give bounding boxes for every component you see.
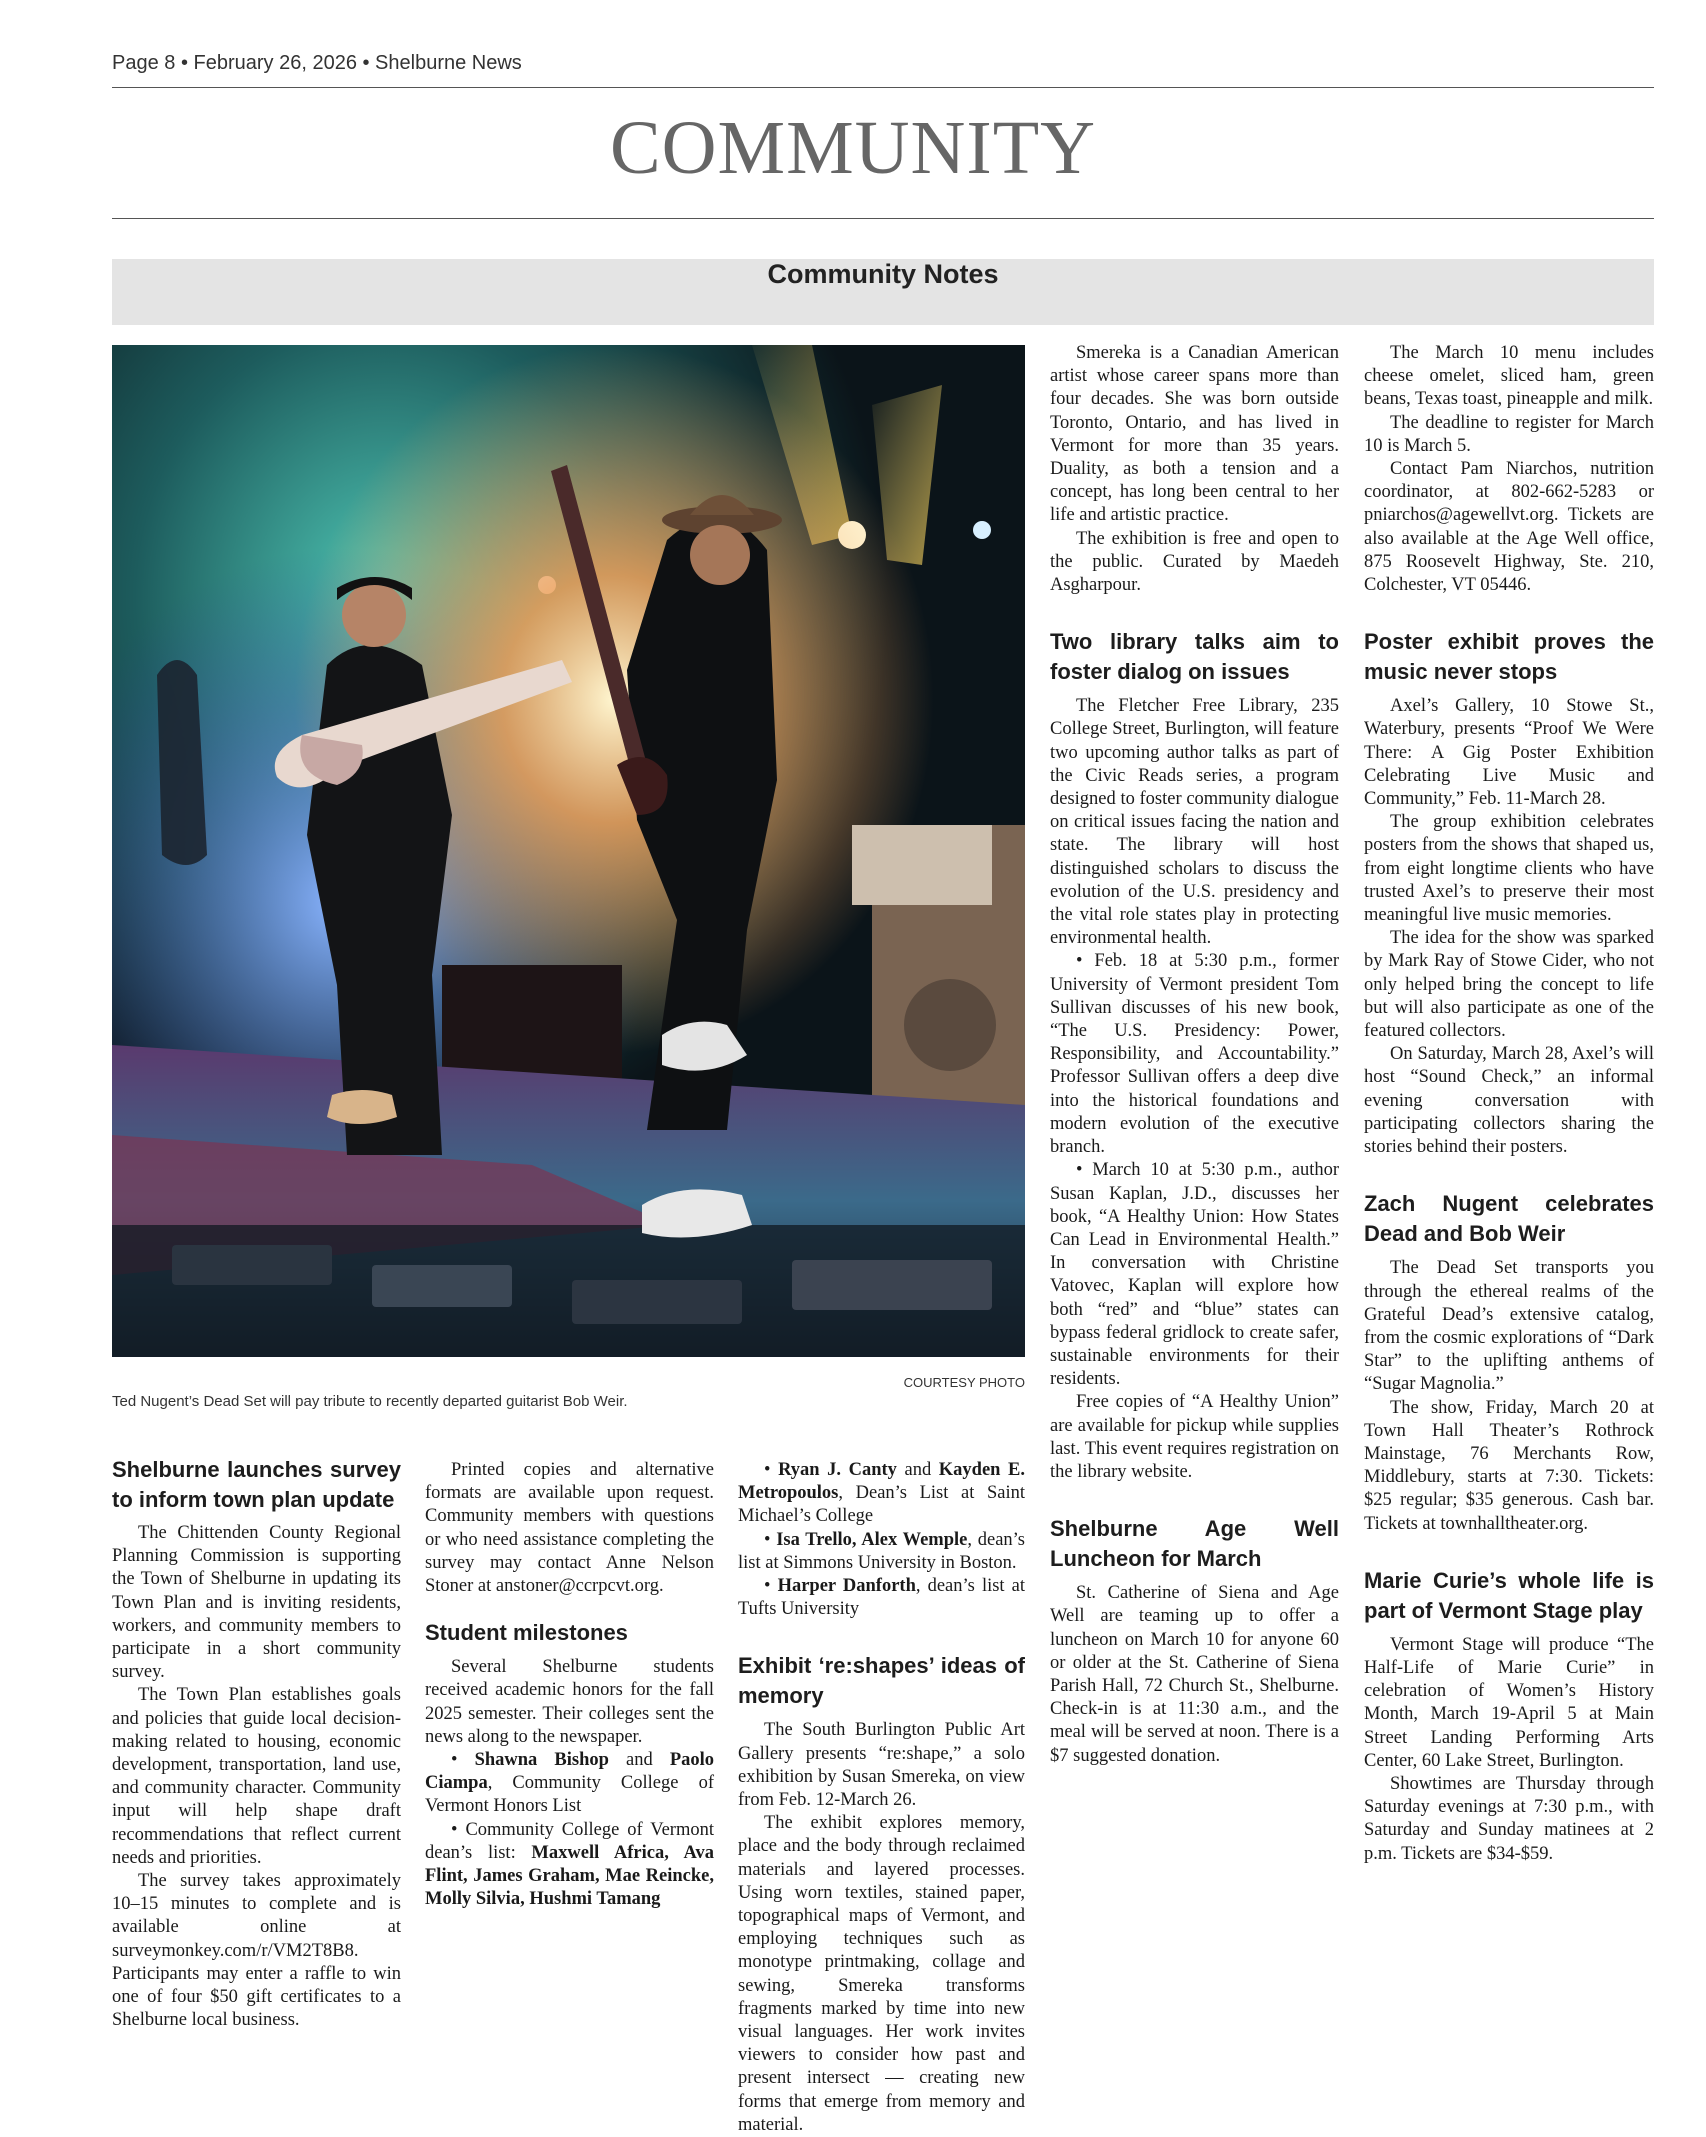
nugent-p2: The show, Friday, March 20 at Town Hall Theater’s Rothrock Mainstage, 76 Merchants Row, Middlebury, starts at 7:30. Tickets: $25 regular; $35 generous. Cash bar. Tickets at townhalltheater.org.: [1364, 1397, 1654, 1534]
curie-headline: Marie Curie’s whole life is part of Vermont Stage play: [1364, 1567, 1654, 1623]
student-name: Shawna Bishop: [474, 1750, 609, 1771]
poster-headline: Poster exhibit proves the music never stops: [1364, 629, 1654, 685]
library-p1: The Fletcher Free Library, 235 College Street, Burlington, will feature two upcoming author talks as part of the Civic Reads series, a program designed to foster community dialogue on critical issues facing the nation and state. The library will host distinguished scholars to discuss the evolution of the U.S. presidency and the vital role states play in protecting environmental health.: [1050, 696, 1339, 949]
curie-p2: Showtimes are Thursday through Saturday evenings at 7:30 p.m., with Saturday and Sunday matinees at 2 p.m. Tickets are $34-$59.: [1364, 1773, 1654, 1864]
student-name: Paolo Ciampa: [425, 1750, 715, 1794]
library-p4: Free copies of “A Healthy Union” are available for pickup while supplies last. This event requires registration on the library website.: [1050, 1392, 1339, 1482]
reshapes-p2: The exhibit explores memory, place and the body through reclaimed materials and layered processes. Using worn textiles, stained paper, topographical maps of Vermont, and employing techniques such as monotype printmaking, collage and sewing, Smereka transforms fragments marked by time into new visual languages. Her work invites viewers to consider how past and present intersect — creating new forms that emerge from memory and material.: [738, 1813, 1025, 2135]
agewell-p1: St. Catherine of Siena and Age Well are teaming up to offer a luncheon on March 10 for anyone 60 or older at the St. Catherine of Siena Parish Hall, 72 Church St., Shelburne. Check-in is at 11:30 a.m., and the meal will be served at noon. There is a $7 suggested donation.: [1050, 1583, 1339, 1766]
agewell-p2: The March 10 menu includes cheese omelet, sliced ham, green beans, Texas toast, pineapple and milk.: [1364, 343, 1654, 410]
concert-photo-illustration: [112, 345, 1025, 1357]
milestone-entry-1: • Shawna Bishop and Paolo Ciampa, Community College of Vermont Honors List: [425, 1750, 715, 1817]
honor-desc: , Community College of Vermont Honors List: [425, 1773, 714, 1817]
milestone-entry-4: • Isa Trello, Alex Wemple, dean’s list at Simmons University in Boston.: [738, 1529, 1025, 1573]
milestone-entry-5: • Harper Danforth, dean’s list at Tufts University: [738, 1576, 1026, 1620]
top-rule: [112, 87, 1654, 88]
honor-desc: , Dean’s List at Saint Michael’s College: [738, 1483, 1025, 1527]
student-names: Isa Trello, Alex Wemple: [776, 1529, 968, 1550]
survey-p2: The Town Plan establishes goals and policies that guide local decision-making related to housing, economic development, transportation, land use, and community character. Community input will help shape draft recommendations that reflect current needs and priorities.: [112, 1685, 401, 1868]
milestones-intro: Several Shelburne students received academic honors for the fall 2025 semester. Their colleges sent the news along to the newspaper.: [425, 1657, 714, 1747]
curie-p1: Vermont Stage will produce “The Half-Life of Marie Curie” in celebration of Women’s History Month, March 19-April 5 at Main Street Landing Performing Arts Center, 60 Lake Street, Burlington.: [1364, 1634, 1654, 1771]
survey-p4: Printed copies and alternative formats are available upon request. Community members with questions or who need assistance completing the survey may contact Anne Nelson Stoner at anstoner@ccrpcvt.org.: [425, 1460, 714, 1597]
section-title: COMMUNITY: [609, 106, 1097, 190]
concert-photo: [112, 345, 1025, 1357]
library-p2: • Feb. 18 at 5:30 p.m., former University of Vermont president Tom Sullivan discusses of his new book, “The U.S. Presidency: Power, Responsibility, and Accountability.” Professor Sullivan offers a deep dive into the historical foundations and modern evolution of the executive branch.: [1050, 951, 1339, 1158]
milestones-headline: Student milestones: [425, 1620, 628, 1646]
milestone-entry-2: • Community College of Vermont dean’s list: Maxwell Africa, Ava Flint, James Graham, Mae Reincke, Molly Silvia, Hushmi Tamang: [425, 1819, 715, 1910]
student-names: Maxwell Africa, Ava Flint, James Graham, Mae Reincke, Molly Silvia, Hushmi Tamang: [425, 1842, 714, 1910]
reshapes-p1: The South Burlington Public Art Gallery presents “re:shape,” a solo exhibition by Susan Smereka, on view from Feb. 12-March 26.: [738, 1720, 1025, 1811]
milestone-entry-3: • Ryan J. Canty and Kayden E. Metropoulos, Dean’s List at Saint Michael’s College: [738, 1460, 1025, 1527]
student-name: Ryan J. Canty: [778, 1460, 897, 1480]
photo-caption: Ted Nugent’s Dead Set will pay tribute to recently departed guitarist Bob Weir.: [112, 1393, 628, 1410]
agewell-p4: Contact Pam Niarchos, nutrition coordinator, at 802-662-5283 or pniarchos@agewellvt.org. Tickets are also available at the Age Well office, 875 Roosevelt Highway, Ste. 210, Colchester, VT 05446.: [1364, 459, 1654, 596]
survey-article: [112, 1455, 401, 2032]
honor-desc: , dean’s list at Tufts University: [738, 1576, 1026, 1620]
survey-p1: The Chittenden County Regional Planning Commission is supporting the Town of Shelburne in updating its Town Plan and is inviting residents, workers, and community members to participate in a short community survey.: [112, 1523, 401, 1683]
column-4: [1050, 342, 1339, 1768]
nugent-p1: The Dead Set transports you through the ethereal realms of the Grateful Dead’s extensive catalog, from the cosmic explorations of “Dark Star” to the uplifting anthems of “Sugar Magnolia.”: [1364, 1258, 1654, 1395]
column-2: [425, 1459, 714, 1911]
banner-label: Community Notes: [767, 259, 999, 289]
column-3: [738, 1459, 1025, 2137]
connector: and: [608, 1750, 670, 1771]
student-name: Kayden E. Metropoulos: [738, 1460, 1025, 1504]
poster-p2: The group exhibition celebrates posters from the shows that shaped us, from eight longtime clients who have trusted Axel’s to preserve their most meaningful live music memories.: [1364, 812, 1654, 926]
survey-p3: The survey takes approximately 10–15 minutes to complete and is available online at surveymonkey.com/r/VM2T8B8. Participants may enter a raffle to win one of four $50 gift certificates to a Shelburne local business.: [112, 1871, 401, 2031]
student-name: Harper Danforth: [777, 1576, 916, 1597]
poster-p4: On Saturday, March 28, Axel’s will host “Sound Check,” an informal evening conversation with participating collectors sharing the stories behind their posters.: [1364, 1044, 1654, 1158]
photo-credit: COURTESY PHOTO: [903, 1375, 1025, 1390]
library-p3: • March 10 at 5:30 p.m., author Susan Kaplan, J.D., discusses her book, “A Healthy Union: How States Can Lead in Environmental Health.” In conversation with Christine Vatovec, Kaplan will explore how both “red” and “blue” states can bypass federal gridlock to create safer, sustainable environments for their residents.: [1050, 1160, 1339, 1390]
page-folio: Page 8 • February 26, 2026 • Shelburne News: [112, 52, 522, 74]
reshapes-p3: Smereka is a Canadian American artist whose career spans more than four decades. She was born outside Toronto, Ontario, and has lived in Vermont for more than 35 years. Duality, as both a tension and a concept, has long been central to her life and artistic practice.: [1050, 343, 1339, 526]
agewell-p3: The deadline to register for March 10 is March 5.: [1364, 412, 1654, 456]
library-headline: Two library talks aim to foster dialog on issues: [1050, 629, 1339, 685]
poster-p1: Axel’s Gallery, 10 Stowe St., Waterbury, presents “Proof We Were There: A Gig Poster Exhibition Celebrating Live Music and Community,” Feb. 11-March 28.: [1364, 696, 1654, 810]
reshapes-headline: Exhibit ‘re:shapes’ ideas of memory: [738, 1653, 1025, 1709]
poster-p3: The idea for the show was sparked by Mark Ray of Stowe Cider, who not only helped bring the concept to life but will also participate as one of the featured collectors.: [1364, 928, 1654, 1042]
community-notes-banner: [112, 259, 1654, 325]
title-rule: [112, 218, 1654, 219]
honor-desc: Community College of Vermont dean’s list:: [425, 1819, 715, 1863]
column-5: [1364, 342, 1654, 1866]
survey-headline: Shelburne launches survey to inform town plan update: [112, 1457, 401, 1512]
nugent-headline: Zach Nugent celebrates Dead and Bob Weir: [1364, 1191, 1654, 1247]
honor-desc: , dean’s list at Simmons University in Boston.: [738, 1529, 1025, 1573]
agewell-headline: Shelburne Age Well Luncheon for March: [1050, 1516, 1339, 1572]
reshapes-p4: The exhibition is free and open to the public. Curated by Maedeh Asgharpour.: [1050, 528, 1339, 596]
connector: and: [896, 1460, 939, 1480]
